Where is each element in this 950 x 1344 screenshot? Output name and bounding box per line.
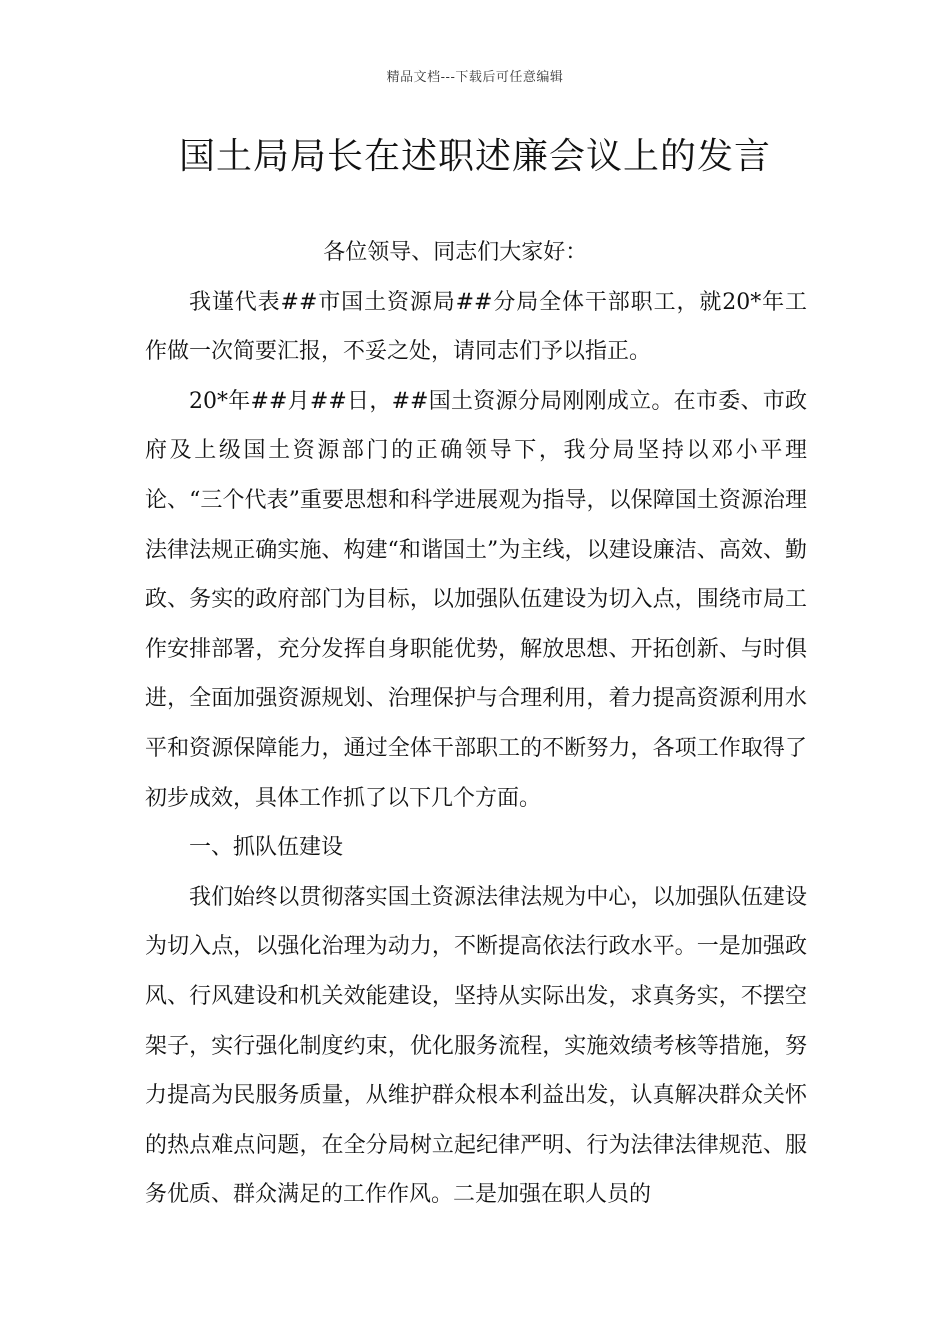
- document-body: [145, 228, 807, 1220]
- paragraph-overview: 20*年##月##日，##国土资源分局刚刚成立。在市委、市政府及上级国土资源部门的正确领导下，我分局坚持以邓小平理论、“三个代表”重要思想和科学进展观为指导，以保障国土资源治理法律法规正确实施、构建“和谐国土”为主线，以建设廉洁、高效、勤政、务实的政府部门为目标，以加强队伍建设为切入点，围绕市局工作安排部署，充分发挥自身职能优势，解放思想、开拓创新、与时俱进，全面加强资源规划、治理保护与合理利用，着力提高资源利用水平和资源保障能力，通过全体干部职工的不断努力，各项工作取得了初步成效，具体工作抓了以下几个方面。: [145, 388, 807, 811]
- header-note: 精品文档---下载后可任意编辑: [386, 70, 564, 85]
- document-title: 国土局局长在述职述廉会议上的发言: [178, 136, 771, 177]
- paragraph-intro: 我谨代表##市国土资源局##分局全体干部职工，就20*年工作做一次简要汇报，不妥之处，请同志们予以指正。: [145, 289, 807, 365]
- salutation: 各位领导、同志们大家好：: [323, 240, 588, 265]
- paragraph-team-building: 我们始终以贯彻落实国土资源法律法规为中心，以加强队伍建设为切入点，以强化治理为动力，不断提高依法行政水平。一是加强政风、行风建设和机关效能建设，坚持从实际出发，求真务实，不摆空架子，实行强化制度约束，优化服务流程，实施效绩考核等措施，努力提高为民服务质量，从维护群众根本利益出发，认真解决群众关怀的热点难点问题，在全分局树立起纪律严明、行为法律法律规范、服务优质、群众满足的工作作风。二是加强在职人员的: [145, 884, 807, 1208]
- section-heading: 一、抓队伍建设: [189, 835, 344, 861]
